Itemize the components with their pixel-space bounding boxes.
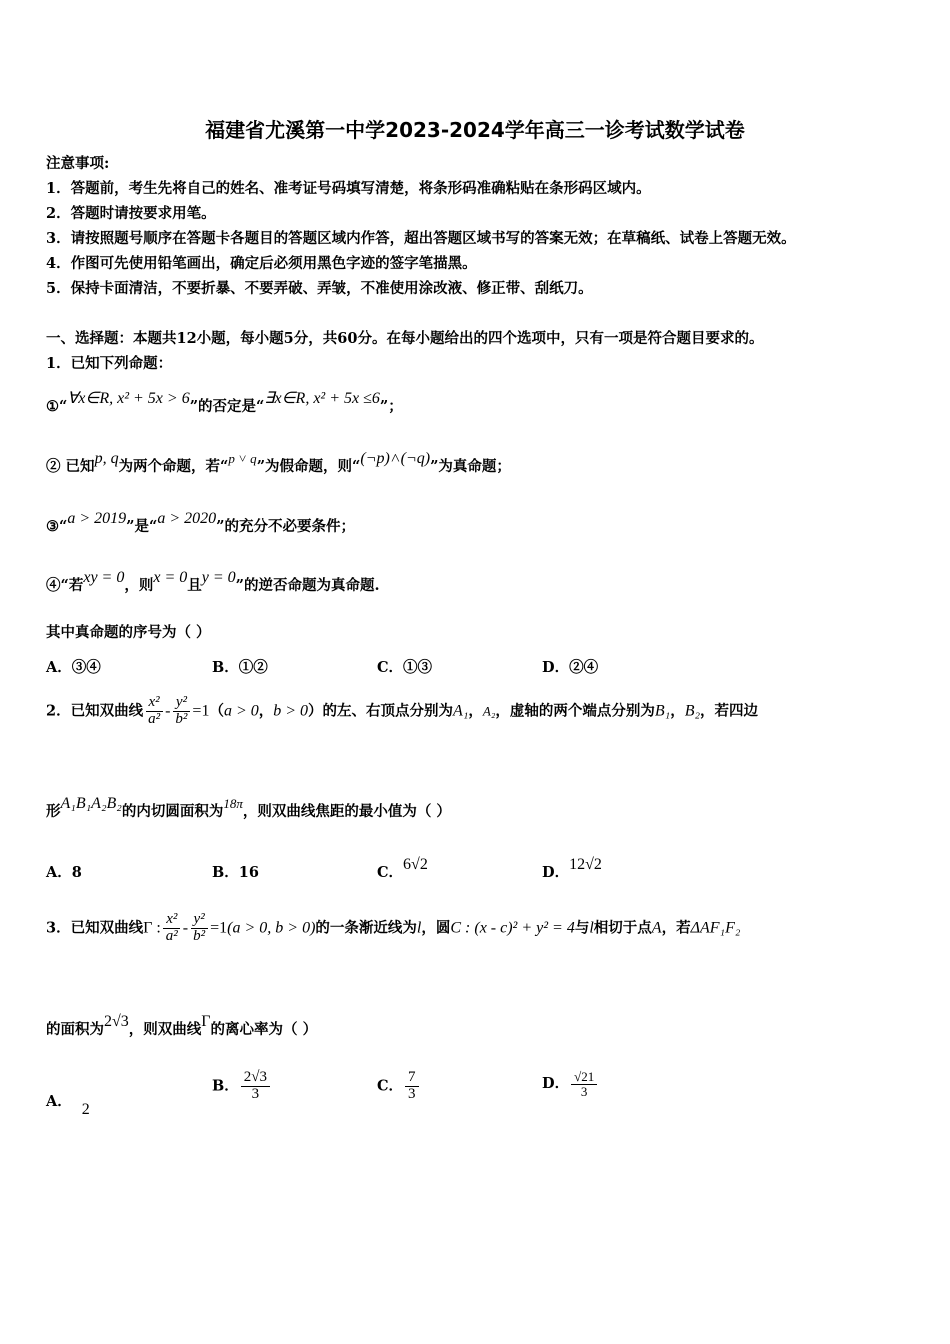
q1-statement-4: ④“若xy = 0，则x = 0且y = 0”的逆否命题为真命题. (46, 569, 380, 594)
q3-option-d: D． $\frac{√21}{3}$ (542, 1070, 599, 1098)
q1-ask: 其中真命题的序号为（ ） (46, 624, 211, 641)
fraction: $\frac{\text{y²}}{\text{b²}}$ (190, 912, 208, 945)
fraction: $\frac{\text{y²}}{\text{b²}}$ (172, 695, 190, 728)
note-item: 5．保持卡面清洁，不要折暴、不要弄破、弄皱，不准使用涂改液、修正带、刮纸刀。 (46, 280, 593, 297)
fraction: $\frac{\text{x²}}{\text{a²}}$ (163, 912, 181, 945)
q3-option-c: C． $\frac{7}{3}$ (377, 1070, 421, 1103)
question-2-stem-line2: 形A₁B₁A₂B₂的内切圆面积为18π，则双曲线焦距的最小值为（ ） (46, 795, 451, 820)
fraction: $\frac{√21}{3}$ (571, 1070, 597, 1098)
note-item: 3．请按照题号顺序在答题卡各题目的答题区域内作答，超出答题区域书写的答案无效；在草稿纸、试卷上答题无效。 (46, 230, 796, 247)
q1-option-b: B．①② (212, 659, 268, 676)
q1-option-c: C．①③ (377, 659, 433, 676)
question-1-stem: 1．已知下列命题： (46, 355, 173, 372)
note-item: 2．答题时请按要求用笔。 (46, 205, 216, 222)
q1-statement-3: ③“a > 2019”是“a > 2020”的充分不必要条件； (46, 510, 355, 535)
question-2-stem: 2．已知双曲线 $\frac{\text{x²}}{\text{a²}}$ - $\frac{\text{y²}}{\text{b²}}$ =1（a > 0，b > 0）的左、右顶点分别为A₁，A₂，虚轴的两个端点分别为B₁，B₂，若四边 (46, 694, 759, 727)
page-title: 福建省尤溪第一中学2023-2024学年高三一诊考试数学试卷 (205, 118, 745, 142)
q3-option-b: B． $\frac{2√3}{3}$ (212, 1070, 272, 1103)
question-3-stem-line2: 的面积为2√3，则双曲线Γ的离心率为（ ） (46, 1013, 318, 1038)
fraction: $\frac{\text{x²}}{\text{a²}}$ (145, 695, 163, 728)
q1-statement-2: ② 已知p, q为两个命题，若“p ˅ q”为假命题，则“(¬p)˄(¬q)”为真命题； (46, 450, 511, 475)
fraction: $\frac{7}{3}$ (405, 1070, 419, 1103)
q2-option-c: C．6√2 (377, 856, 428, 881)
q1-statement-1: ①“∀x∈R, x² + 5x > 6”的否定是“∃x∈R, x² + 5x ≤6”； (46, 390, 403, 415)
q3-option-a: A． 2 (46, 1093, 90, 1118)
q2-option-b: B．16 (212, 864, 259, 881)
note-item: 4．作图可先使用铅笔画出，确定后必须用黑色字迹的签字笔描黑。 (46, 255, 477, 272)
notes-heading: 注意事项: (46, 155, 110, 172)
question-3-stem: 3．已知双曲线Γ : $\frac{\text{x²}}{\text{a²}}$ - $\frac{\text{y²}}{\text{b²}}$ =1(a > 0, b > 0)的一条渐近线为l，圆C : (x - c)² + y² = 4与l相切于点A，若ΔAF₁F₂ (46, 911, 741, 944)
q2-option-d: D．12√2 (542, 856, 602, 881)
note-item: 1．答题前，考生先将自己的姓名、准考证号码填写清楚，将条形码准确粘贴在条形码区域内。 (46, 180, 651, 197)
q1-option-d: D．②④ (542, 659, 599, 676)
q2-option-a: A．8 (46, 864, 82, 881)
fraction: $\frac{2√3}{3}$ (241, 1070, 270, 1103)
section-heading: 一、选择题：本题共12小题，每小题5分，共60分。在每小题给出的四个选项中，只有一项是符合题目要求的。 (46, 330, 764, 347)
q1-option-a: A．③④ (46, 659, 101, 676)
